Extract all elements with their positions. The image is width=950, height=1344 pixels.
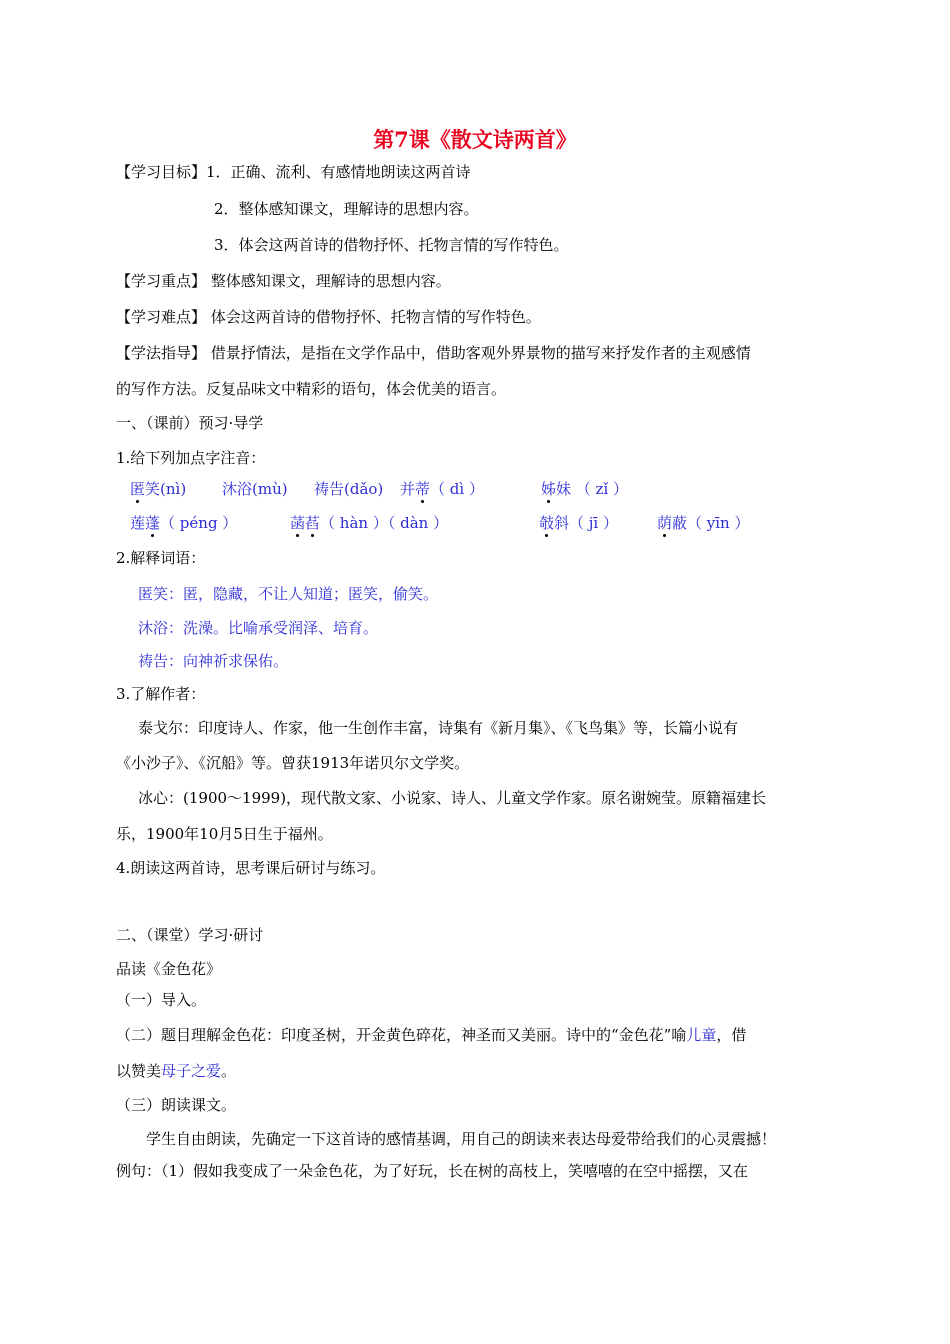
reading-paragraph-2: 例句：（1）假如我变成了一朵金色花，为了好玩，长在树的高枝上，笑嘻嘻的在空中摇摆，又在: [116, 1162, 749, 1180]
pinyin-item: 祷告(dǎo): [314, 480, 384, 498]
section2-heading: 二、（课堂）学习·研讨: [116, 926, 264, 944]
reading-paragraph-1: 学生自由朗读，先确定一下这首诗的感情基调，用自己的朗读来表达母爱带给我们的心灵震撼！: [146, 1130, 777, 1148]
question-3: 3.了解作者：: [116, 685, 206, 703]
pinyin-item: 匿笑(nì): [130, 480, 187, 498]
tagore-line-1: 泰戈尔：印度诗人、作家，他一生创作丰富，诗集有《新月集》、《飞鸟集》等，长篇小说有: [138, 719, 739, 737]
step-2-line-2: 以赞美母子之爱。: [116, 1062, 237, 1080]
bingxin-line-2: 乐，1900年10月5日生于福州。: [116, 825, 333, 843]
definition-1: 匿笑：匿，隐藏，不让人知道；匿笑，偷笑。: [138, 585, 439, 603]
pinyin-row-2: [130, 512, 749, 534]
question-4: 4.朗读这两首诗，思考课后研讨与练习。: [116, 859, 386, 877]
pinyin-item: 攲斜（ jī ）: [539, 514, 619, 532]
step-1: （一）导入。: [116, 991, 207, 1009]
learning-goals-line-1: 【学习目标】1．正确、流利、有感情地朗读这两首诗: [116, 163, 471, 181]
section1-heading: 一、（课前）预习·导学: [116, 414, 264, 432]
learning-focus: 【学习重点】 整体感知课文，理解诗的思想内容。: [116, 272, 451, 290]
definition-3: 祷告：向神祈求保佑。: [138, 652, 289, 670]
learning-goals-line-2: 2．整体感知课文，理解诗的思想内容。: [214, 200, 479, 218]
method-guidance-line-1: 【学法指导】 借景抒情法，是指在文学作品中，借助客观外界景物的描写来抒发作者的主观感情: [116, 344, 751, 362]
definition-2: 沐浴：洗澡。比喻承受润泽、培育。: [138, 619, 379, 637]
pinyin-item: 莲蓬（ péng ）: [130, 514, 238, 532]
method-guidance-line-2: 的写作方法。反复品味文中精彩的语句，体会优美的语言。: [116, 380, 507, 398]
question-1: 1.给下列加点字注音：: [116, 449, 266, 467]
pinyin-item: 并蒂（ dì ）: [400, 480, 484, 498]
pinyin-row-1: [130, 478, 628, 500]
bingxin-line-1: 冰心：(1900～1999)，现代散文家、小说家、诗人、儿童文学作家。原名谢婉莹。原籍福建长: [138, 789, 767, 807]
learning-difficulty: 【学习难点】 体会这两首诗的借物抒怀、托物言情的写作特色。: [116, 308, 541, 326]
page-title: 第7课《散文诗两首》: [373, 127, 577, 152]
step-3: （三）朗读课文。: [116, 1096, 237, 1114]
step-2-line-1: （二）题目理解金色花：印度圣树，开金黄色碎花，神圣而又美丽。诗中的“金色花”喻儿童，借: [116, 1026, 747, 1044]
pinyin-item: 荫蔽（ yīn ）: [657, 514, 750, 532]
learning-goals-line-3: 3．体会这两首诗的借物抒怀、托物言情的写作特色。: [214, 236, 569, 254]
tagore-line-2: 《小沙子》、《沉船》等。曾获1913年诺贝尔文学奖。: [116, 754, 470, 772]
pinyin-item: 沐浴(mù): [222, 480, 288, 498]
question-2: 2.解释词语：: [116, 549, 206, 567]
reading-title: 品读《金色花》: [116, 960, 222, 978]
pinyin-item: 姊妹 （ zǐ ）: [541, 480, 629, 498]
pinyin-item: 菡萏（ hàn ）（ dàn ）: [290, 514, 449, 532]
